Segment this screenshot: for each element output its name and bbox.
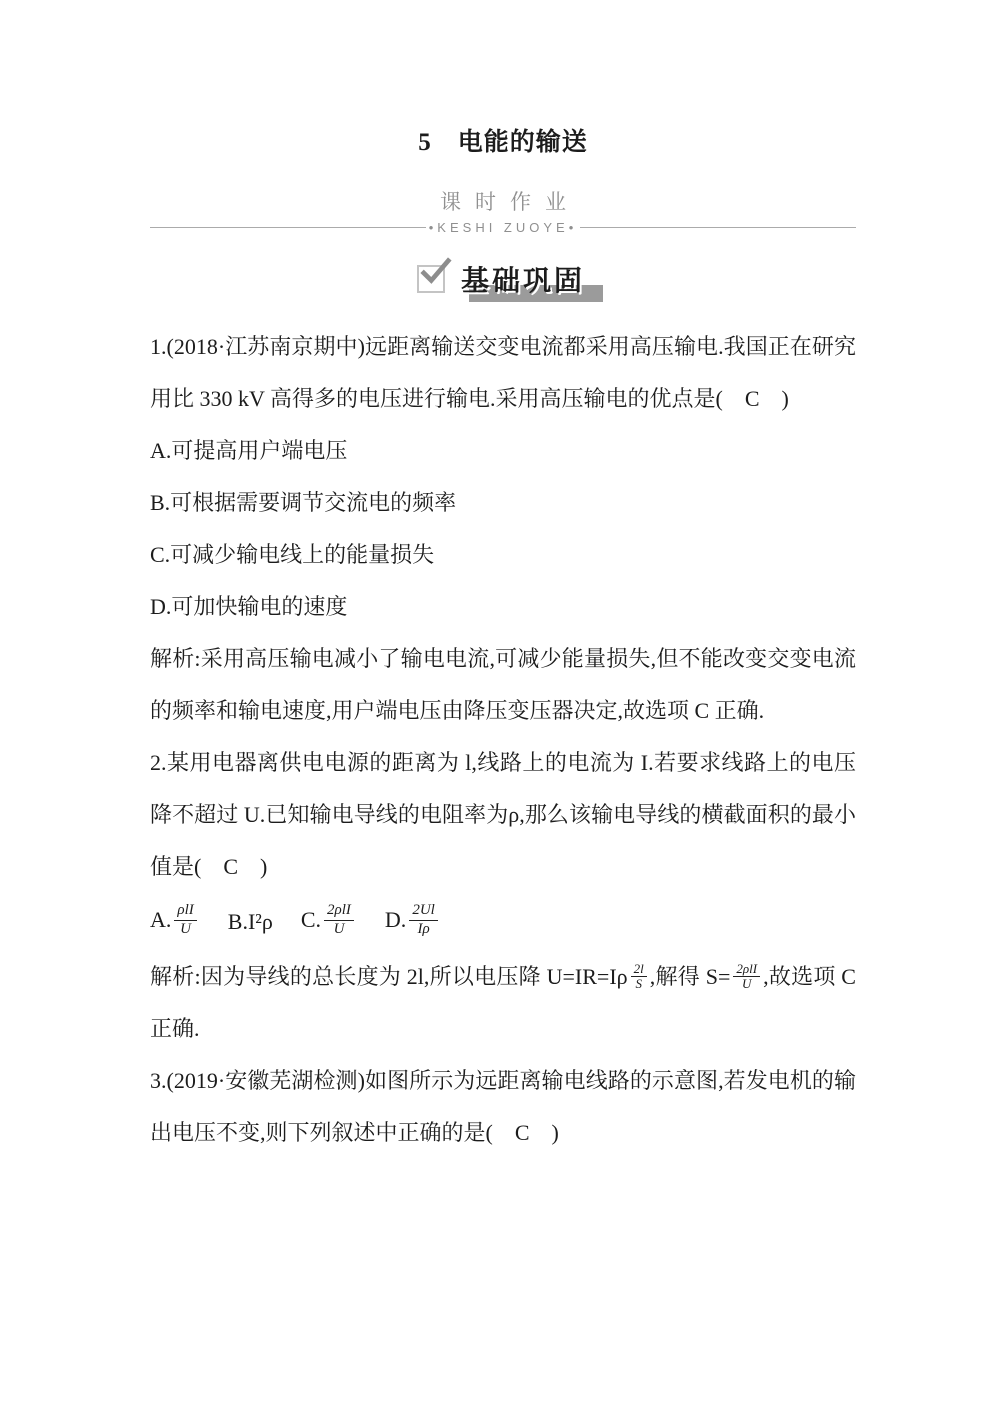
q1-analysis: 解析:采用高压输电减小了输电电流,可减少能量损失,但不能改变交变电流的频率和输电速度,用户端电压由降压变压器决定,故选项 C 正确. — [150, 646, 856, 723]
q2-option-a-label: A. — [150, 907, 172, 933]
fraction-numerator: 2ρlI — [324, 902, 354, 920]
q2-option-b — [228, 909, 273, 935]
fraction — [733, 962, 760, 993]
q1-option-d: D.可加快输电的速度 — [150, 594, 348, 619]
checkbox-icon — [417, 265, 445, 293]
fraction — [174, 902, 196, 938]
q2-option-d-label: D. — [384, 907, 407, 933]
rule-right — [580, 227, 856, 228]
content-column — [150, 126, 856, 1159]
q2-analysis-seg1: 解析:因为导线的总长度为 2l,所以电压降 U=IR=Iρ — [150, 964, 628, 989]
fraction-denominator: U — [180, 920, 191, 937]
fraction — [324, 902, 354, 938]
q2-analysis-seg2: ,解得 S= — [649, 964, 731, 989]
q2-stem: 2.某用电器离供电电源的距离为 l,线路上的电流为 I.若要求线路上的电压降不超过 U.已知输电导线的电阻率为ρ,那么该输电导线的横截面积的最小值是( C ) — [150, 750, 856, 879]
fraction — [409, 902, 438, 938]
q1-option-a: A.可提高用户端电压 — [150, 438, 348, 463]
q2-option-a — [150, 904, 200, 940]
rule-left — [150, 227, 426, 228]
fraction-denominator: Iρ — [417, 920, 430, 937]
q2-analysis — [150, 951, 856, 1055]
section-badge — [457, 259, 589, 299]
q1-option-b: B.可根据需要调节交流电的频率 — [150, 490, 457, 515]
q2-options — [150, 893, 856, 951]
q2-option-d — [385, 904, 441, 940]
q1-stem: 1.(2018·江苏南京期中)远距离输送交变电流都采用高压输电.我国正在研究用比 330 kV 高得多的电压进行输电.采用高压输电的优点是( C ) — [150, 334, 856, 411]
q2-option-c — [301, 904, 357, 940]
fraction-numerator: ρlI — [174, 902, 196, 920]
checkmark-icon — [420, 257, 452, 287]
section-header-cn: 课时作业 — [440, 191, 580, 214]
section-header-rule — [150, 220, 856, 235]
fraction — [631, 962, 647, 993]
section-header-pinyin: •KESHI ZUOYE• — [428, 220, 578, 235]
fraction-denominator: U — [333, 920, 345, 937]
fraction-denominator: S — [635, 976, 642, 992]
badge-row — [150, 259, 856, 299]
badge-label: 基础巩固 — [460, 265, 585, 296]
q3-stem: 3.(2019·安徽芜湖检测)如图所示为远距离输电线路的示意图,若发电机的输出电压不变,则下列叙述中正确的是( C ) — [150, 1068, 856, 1145]
fraction-numerator: 2Ul — [409, 902, 438, 920]
fraction-numerator: 2ρlI — [733, 962, 760, 978]
q2-option-c-label: C. — [300, 907, 322, 933]
q2-option-b-label: B. — [227, 909, 248, 934]
q2-option-b-value: I²ρ — [247, 909, 273, 934]
page-title: 5 电能的输送 — [418, 129, 588, 156]
q2-analysis-seg3: ,故选项 C 正确. — [150, 964, 856, 1041]
fraction-denominator: U — [742, 976, 752, 992]
q1-option-c: C.可减少输电线上的能量损失 — [150, 542, 435, 567]
fraction-numerator: 2l — [631, 962, 647, 978]
